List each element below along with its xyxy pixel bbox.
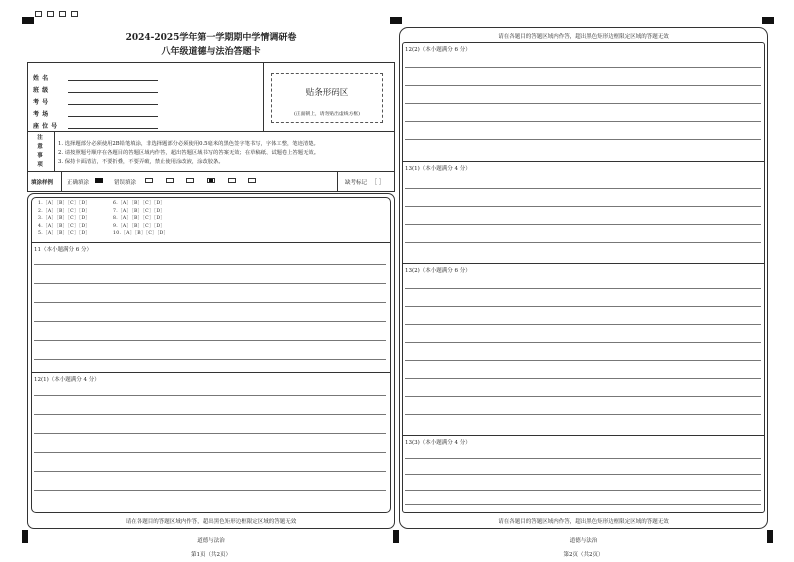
- mc-question-10[interactable]: 10.［A］［B］［C］［D］: [113, 231, 169, 237]
- right-footer-page: 第2页（共2页）: [563, 552, 604, 558]
- correct-fill-label: 正确填涂: [67, 180, 90, 186]
- notes-label-char-4: 项: [37, 162, 43, 168]
- mc-column-2: [113, 200, 169, 238]
- name-input-line[interactable]: [68, 80, 158, 81]
- right-boundary-note-bottom: 请在各题目的答题区域内作答，超出黑色矩形边框限定区域的答题无效: [498, 519, 669, 525]
- page-title: 2024-2025学年第一学期期中学情调研卷: [125, 33, 297, 43]
- field-label-exam-number: 考 号: [33, 99, 49, 106]
- question-13-3-header: 13(3)（本小题满分 4 分）: [405, 440, 471, 446]
- page-subtitle: 八年级道德与法治答题卡: [161, 47, 261, 57]
- right-boundary-note-top: 请在各题目的答题区域内作答，超出黑色矩形边框限定区域的答题无效: [498, 34, 669, 40]
- left-boundary-note: 请在各题目的答题区域内作答，超出黑色矩形边框限定区域的答题无效: [125, 519, 297, 525]
- question-11-answer-area[interactable]: [34, 255, 386, 370]
- field-label-name: 姓 名: [33, 75, 49, 82]
- exam-number-input-line[interactable]: [68, 104, 158, 105]
- note-item-3: 3. 保持卡面清洁，不要折叠，不要弄破，禁止使用涂改液，涂改胶条。: [58, 159, 224, 165]
- seat-input-line[interactable]: [68, 128, 158, 129]
- field-label-class: 班 级: [33, 87, 49, 94]
- wrong-fill-dash-icon: [248, 178, 256, 183]
- field-label-exam-room: 考 场: [33, 111, 49, 118]
- question-13-1-header: 13(1)（本小题满分 4 分）: [405, 166, 471, 172]
- mc-question-2[interactable]: 2.［A］［B］［C］［D］: [38, 208, 91, 214]
- left-footer-subject: 道德与法治: [197, 538, 225, 544]
- question-12-2-answer-area[interactable]: [405, 55, 761, 159]
- mc-question-3[interactable]: 3.［A］［B］［C］［D］: [38, 216, 91, 222]
- alignment-mark-top-right: [762, 17, 774, 24]
- wrong-fill-label: 错误填涂: [114, 180, 137, 186]
- wrong-fill-x-icon: [228, 178, 236, 183]
- question-13-2-answer-area[interactable]: [405, 276, 761, 433]
- question-12-1-header: 12(1)（本小题满分 4 分）: [34, 377, 100, 383]
- note-item-2: 2. 请按照题号顺序在各题目的答题区域内作答，超出答题区域书写的答案无效；在草稿纸、试题卷上答题无效。: [58, 150, 319, 156]
- wrong-fill-dot-center: [209, 179, 213, 182]
- wrong-fill-slash-icon: [186, 178, 194, 183]
- question-11-header: 11（本小题满分 6 分）: [34, 247, 92, 253]
- mc-question-5[interactable]: 5.［A］［B］［C］［D］: [38, 231, 91, 237]
- divider-q11-q12-1: [31, 372, 391, 373]
- missing-mark-label: 缺考标记: [345, 180, 368, 186]
- mc-question-7[interactable]: 7.［A］［B］［C］［D］: [113, 208, 166, 214]
- mc-question-6[interactable]: 6.［A］［B］［C］［D］: [113, 201, 166, 206]
- question-12-1-answer-area[interactable]: [34, 385, 386, 510]
- mc-question-9[interactable]: 9.［A］［B］［C］［D］: [113, 223, 166, 229]
- notes-label-char-3: 事: [37, 153, 43, 159]
- notes-label-char-1: 注: [37, 135, 43, 141]
- divider-q13-2-q13-3: [402, 435, 765, 436]
- question-13-1-answer-area[interactable]: [405, 174, 761, 261]
- notes-label-char-2: 意: [37, 144, 43, 150]
- wrong-fill-check-icon: [145, 178, 153, 183]
- wrong-fill-cross-icon: [166, 178, 174, 183]
- correct-fill-sample: [95, 178, 103, 183]
- question-12-2-header: 12(2)（本小题满分 6 分）: [405, 47, 471, 53]
- alignment-mark-top-left: [22, 17, 34, 24]
- alignment-mark-top-center: [390, 17, 402, 24]
- missing-mark-box[interactable]: ［ ］: [371, 179, 385, 186]
- divider-q12-2-q13-1: [402, 161, 765, 162]
- divider-mc-q11: [31, 242, 391, 243]
- divider-q13-1-q13-2: [402, 263, 765, 264]
- left-footer-page: 第1页（共2页）: [191, 552, 231, 558]
- barcode-hint: (正面朝上，请勿贴出虚线方框): [293, 112, 361, 117]
- class-input-line[interactable]: [68, 92, 158, 93]
- mc-column-1: [38, 200, 90, 238]
- mc-question-1[interactable]: 1.［A］［B］［C］［D］: [38, 201, 91, 206]
- question-13-2-header: 13(2)（本小题满分 6 分）: [405, 268, 471, 274]
- barcode-title: 贴条形码区: [305, 88, 349, 98]
- question-13-3-answer-area[interactable]: [405, 448, 761, 510]
- note-item-1: 1. 选择题部分必须使用2B铅笔填涂，非选择题部分必须使用0.5毫米的黑色签字笔书写，字体工整，笔迹清楚。: [58, 141, 319, 147]
- mc-question-4[interactable]: 4.［A］［B］［C］［D］: [38, 223, 91, 229]
- mc-question-8[interactable]: 8.［A］［B］［C］［D］: [113, 216, 166, 222]
- notes-label: [28, 134, 52, 170]
- fill-example-label: 填涂样例: [31, 180, 54, 186]
- exam-room-input-line[interactable]: [68, 116, 158, 117]
- right-footer-subject: 道德与法治: [569, 538, 598, 544]
- field-label-seat: 座 位 号: [33, 123, 58, 130]
